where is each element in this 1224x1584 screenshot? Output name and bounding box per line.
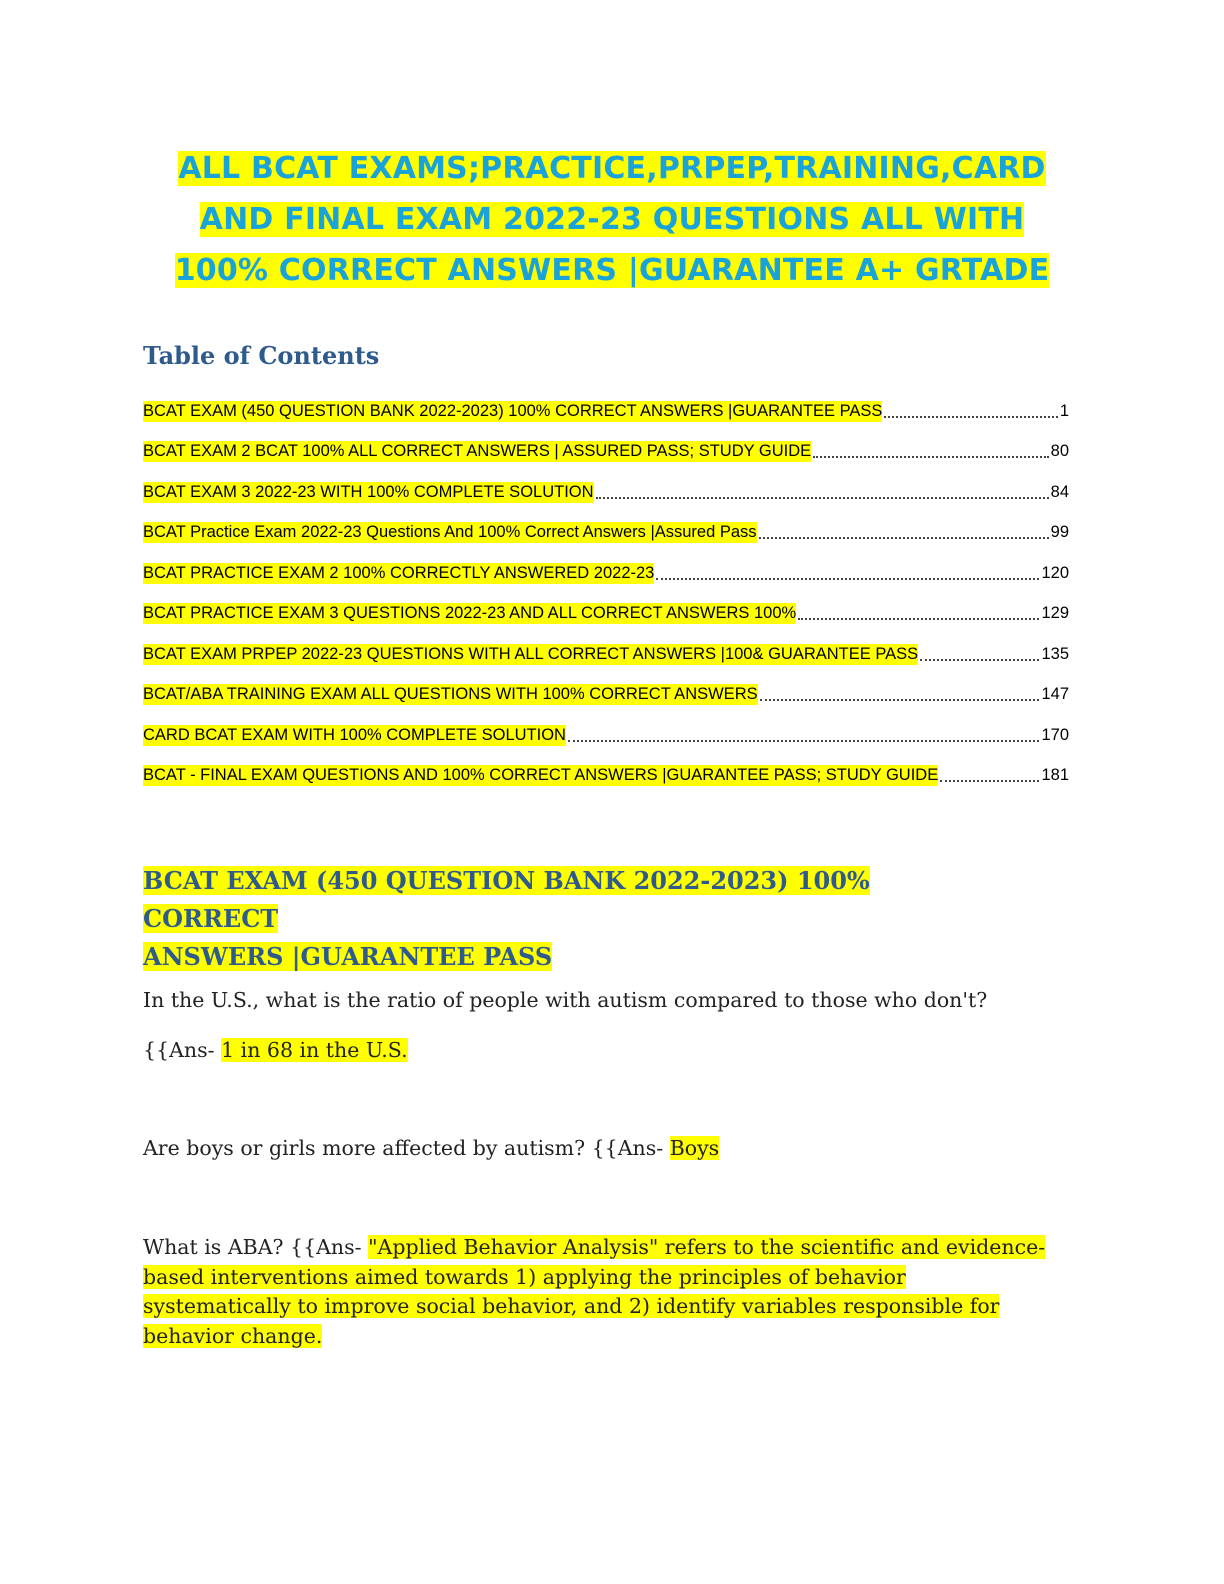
section-heading-line-1: BCAT EXAM (450 QUESTION BANK 2022-2023) 100% CORRECT <box>143 866 870 933</box>
toc-heading: Table of Contents <box>143 341 380 370</box>
toc-leader-dots <box>940 780 1039 782</box>
toc-leader-dots <box>813 456 1048 458</box>
toc-entry[interactable] <box>143 705 1069 746</box>
toc-entry-label: BCAT EXAM 3 2022-23 WITH 100% COMPLETE SOLUTION <box>143 482 594 501</box>
toc-leader-dots <box>798 618 1039 620</box>
table-of-contents <box>143 381 1069 786</box>
question-1-text: In the U.S., what is the ratio of people with autism compared to those who don't? <box>143 988 988 1012</box>
answer-1-text: 1 in 68 in the U.S. <box>221 1038 408 1062</box>
toc-leader-dots <box>596 497 1049 499</box>
answer-3-text: "Applied Behavior Analysis" refers to the scientific and evidence-based interventions aimed towards 1) applying the principles of behavior systematically to improve social behavior, and 2) identify variables responsible for behavior change. <box>143 1235 1046 1348</box>
toc-entry[interactable] <box>143 665 1069 706</box>
toc-entry-label: BCAT EXAM PRPEP 2022-23 QUESTIONS WITH ALL CORRECT ANSWERS |100& GUARANTEE PASS <box>143 644 919 663</box>
answer-2-text: Boys <box>669 1136 720 1160</box>
toc-leader-dots <box>884 416 1057 418</box>
toc-entry-label: BCAT - FINAL EXAM QUESTIONS AND 100% CORRECT ANSWERS |GUARANTEE PASS; STUDY GUIDE <box>143 766 939 784</box>
toc-entry-page: 181 <box>1041 766 1069 784</box>
toc-entry-page: 84 <box>1050 482 1069 501</box>
toc-entry-label: CARD BCAT EXAM WITH 100% COMPLETE SOLUTION <box>143 725 566 744</box>
toc-entry-label: BCAT Practice Exam 2022-23 Questions And 100% Correct Answers |Assured Pass <box>143 523 757 541</box>
title-line-2: AND FINAL EXAM 2022-23 QUESTIONS ALL WITH <box>199 202 1025 237</box>
question-1 <box>143 986 1073 1016</box>
toc-entry-label: BCAT EXAM 2 BCAT 100% ALL CORRECT ANSWERS | ASSURED PASS; STUDY GUIDE <box>143 442 812 460</box>
toc-entry[interactable] <box>143 543 1069 584</box>
title-line-3: 100% CORRECT ANSWERS |GUARANTEE A+ GRTADE <box>174 253 1050 288</box>
document-title <box>140 143 1084 296</box>
question-2 <box>143 1134 1073 1164</box>
toc-entry[interactable] <box>143 381 1069 422</box>
question-3 <box>143 1233 1058 1351</box>
toc-entry-page: 135 <box>1041 644 1069 663</box>
toc-entry[interactable] <box>143 584 1069 625</box>
toc-entry-label: BCAT PRACTICE EXAM 3 QUESTIONS 2022-23 AND ALL CORRECT ANSWERS 100% <box>143 604 797 622</box>
answer-1-prefix: {{Ans- <box>143 1038 215 1062</box>
toc-entry-page: 120 <box>1041 563 1069 582</box>
toc-entry[interactable] <box>143 624 1069 665</box>
toc-leader-dots <box>656 578 1039 580</box>
toc-leader-dots <box>920 659 1039 661</box>
toc-entry-page: 170 <box>1041 725 1069 744</box>
toc-leader-dots <box>568 740 1040 742</box>
section-heading-line-2: ANSWERS |GUARANTEE PASS <box>143 942 553 971</box>
toc-entry[interactable] <box>143 422 1069 463</box>
toc-entry-page: 147 <box>1041 685 1069 703</box>
toc-entry-label: BCAT EXAM (450 QUESTION BANK 2022-2023) 100% CORRECT ANSWERS |GUARANTEE PASS <box>143 401 883 420</box>
question-3-text: What is ABA? {{Ans- <box>143 1235 362 1259</box>
section-heading <box>143 862 1003 976</box>
answer-1 <box>143 1036 1073 1066</box>
toc-leader-dots <box>760 699 1040 701</box>
toc-entry-page: 80 <box>1050 442 1069 460</box>
toc-entry-label: BCAT/ABA TRAINING EXAM ALL QUESTIONS WITH 100% CORRECT ANSWERS <box>143 685 758 703</box>
toc-entry-page: 99 <box>1050 523 1069 541</box>
question-2-text: Are boys or girls more affected by autism? {{Ans- <box>143 1136 664 1160</box>
toc-entry[interactable] <box>143 462 1069 503</box>
toc-entry-label: BCAT PRACTICE EXAM 2 100% CORRECTLY ANSWERED 2022-23 <box>143 563 655 582</box>
toc-entry[interactable] <box>143 746 1069 787</box>
title-line-1: ALL BCAT EXAMS;PRACTICE,PRPEP,TRAINING,CARD <box>178 151 1046 186</box>
toc-entry[interactable] <box>143 503 1069 544</box>
toc-leader-dots <box>759 537 1049 539</box>
toc-entry-page: 1 <box>1059 401 1069 420</box>
toc-entry-page: 129 <box>1041 604 1069 622</box>
